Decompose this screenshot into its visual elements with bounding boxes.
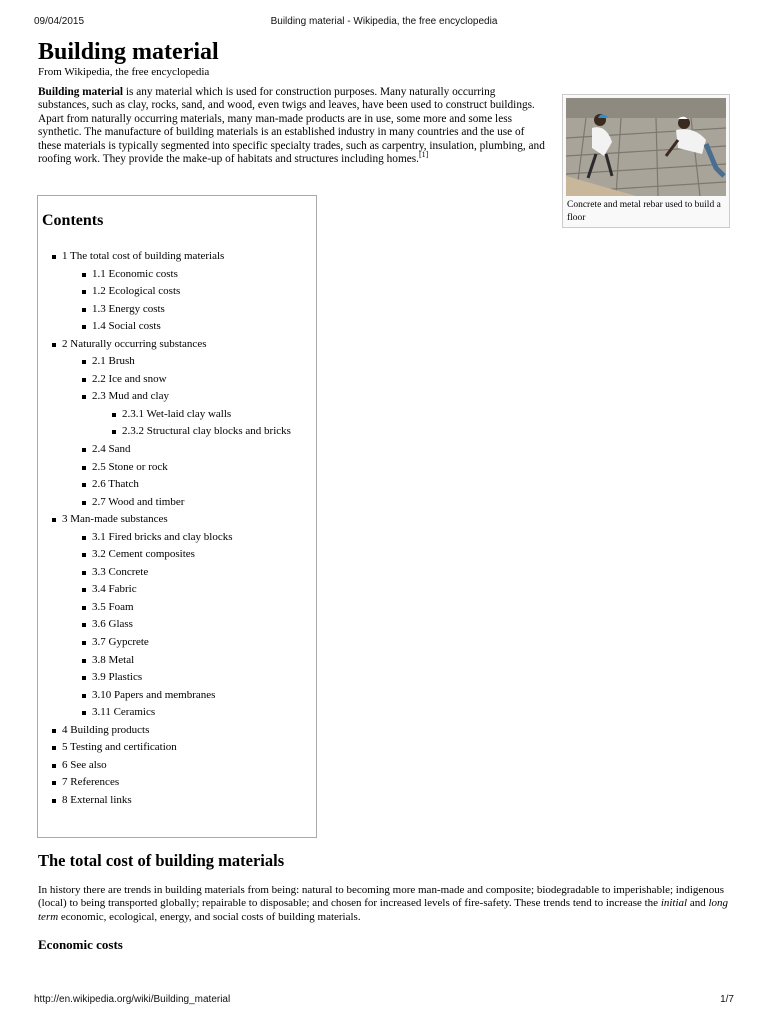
toc-item[interactable]: 3.11 Ceramics	[92, 704, 291, 722]
toc-item[interactable]: 3.4 Fabric	[92, 581, 291, 599]
toc-item[interactable]: 3.3 Concrete	[92, 564, 291, 582]
toc-item[interactable]: 3.8 Metal	[92, 652, 291, 670]
toc-item[interactable]: 1.1 Economic costs	[92, 266, 291, 284]
toc-item[interactable]: 2.7 Wood and timber	[92, 494, 291, 512]
section-heading: The total cost of building materials	[38, 851, 285, 870]
toc-item[interactable]: 1.3 Energy costs	[92, 301, 291, 319]
table-of-contents	[37, 195, 317, 838]
toc-item[interactable]: 2.6 Thatch	[92, 476, 291, 494]
toc-item[interactable]: 2.2 Ice and snow	[92, 371, 291, 389]
intro-bold-term: Building material	[38, 86, 124, 98]
toc-title: Contents	[42, 212, 104, 229]
article-tagline: From Wikipedia, the free encyclopedia	[38, 66, 210, 78]
toc-item[interactable]: 7 References	[62, 774, 291, 792]
intro-paragraph	[38, 86, 548, 166]
toc-item[interactable]: 1.2 Ecological costs	[92, 283, 291, 301]
toc-item[interactable]: 2 Naturally occurring substances 2.1 Brush 2.2 Ice and snow 2.3 Mud and clay 2.3.1 Wet-laid clay walls 2.3.2 Structural clay blocks and bricks 2.4 Sand 2.5 Stone or rock 2.6 Thatch 2.7 Wood and timber	[62, 336, 291, 511]
print-page-title: Building material - Wikipedia, the free encyclopedia	[270, 16, 498, 27]
toc-item[interactable]: 4 Building products	[62, 722, 291, 740]
page-number: 1/7	[720, 994, 734, 1005]
toc-item[interactable]: 2.3.2 Structural clay blocks and bricks	[122, 423, 291, 441]
toc-item[interactable]: 1.4 Social costs	[92, 318, 291, 336]
toc-item[interactable]: 2.3 Mud and clay 2.3.1 Wet-laid clay walls 2.3.2 Structural clay blocks and bricks	[92, 388, 291, 441]
print-url: http://en.wikipedia.org/wiki/Building_material	[34, 994, 231, 1005]
thumbnail-caption: Concrete and metal rebar used to build a floor	[567, 200, 721, 223]
toc-item[interactable]: 3.10 Papers and membranes	[92, 687, 291, 705]
emphasis-long-term: long term	[38, 897, 729, 923]
reference-link[interactable]: [1]	[418, 150, 429, 160]
toc-item[interactable]: 2.1 Brush	[92, 353, 291, 371]
concrete-floor-photo[interactable]	[566, 98, 726, 196]
toc-item[interactable]: 3.5 Foam	[92, 599, 291, 617]
print-header	[34, 16, 734, 30]
print-date: 09/04/2015	[34, 16, 85, 27]
toc-item[interactable]: 6 See also	[62, 757, 291, 775]
toc-item[interactable]: 2.4 Sand	[92, 441, 291, 459]
toc-item[interactable]: 1 The total cost of building materials 1.1 Economic costs 1.2 Ecological costs 1.3 Energy costs 1.4 Social costs	[62, 248, 291, 336]
section-paragraph: In history there are trends in building materials from being: natural to becoming more man-made and composite; biodegradable to imperishable; indigenous (local) to being transported globally; repairable to disposable; and chosen for increased levels of fire-safety. These trends tend to increase the initial and long term economic, ecological, energy, and social costs of building materials.	[38, 884, 729, 923]
toc-item[interactable]: 3.6 Glass	[92, 616, 291, 634]
toc-list	[62, 248, 291, 810]
toc-item[interactable]: 3.1 Fired bricks and clay blocks	[92, 529, 291, 547]
toc-item[interactable]: 5 Testing and certification	[62, 739, 291, 757]
toc-item[interactable]: 3 Man-made substances 3.1 Fired bricks and clay blocks 3.2 Cement composites 3.3 Concrete 3.4 Fabric 3.5 Foam 3.6 Glass 3.7 Gypcrete 3.8 Metal 3.9 Plastics 3.10 Papers and membranes 3.11 Ceramics	[62, 511, 291, 722]
print-footer	[34, 994, 734, 1008]
thumbnail	[562, 94, 730, 228]
emphasis-initial: initial	[660, 897, 688, 910]
toc-item[interactable]: 3.9 Plastics	[92, 669, 291, 687]
subsection-heading: Economic costs	[38, 937, 123, 952]
article-title: Building material	[38, 39, 219, 65]
toc-item[interactable]: 2.3.1 Wet-laid clay walls	[122, 406, 291, 424]
toc-item[interactable]: 8 External links	[62, 792, 291, 810]
toc-item[interactable]: 3.7 Gypcrete	[92, 634, 291, 652]
intro-text: is any material which is used for construction purposes. Many naturally occurring substances, such as clay, rocks, sand, and wood, even twigs and leaves, have been used to construct buildings. Apart from naturally occurring materials, many man-made products are in use, some more and some less synthetic. The manufacture of building materials is an established industry in many countries and the use of these materials is typically segmented into specific specialty trades, such as carpentry, insulation, plumbing, and roofing work. They provide the make-up of habitats and structures including homes.	[38, 86, 545, 166]
toc-item[interactable]: 3.2 Cement composites	[92, 546, 291, 564]
toc-item[interactable]: 2.5 Stone or rock	[92, 459, 291, 477]
